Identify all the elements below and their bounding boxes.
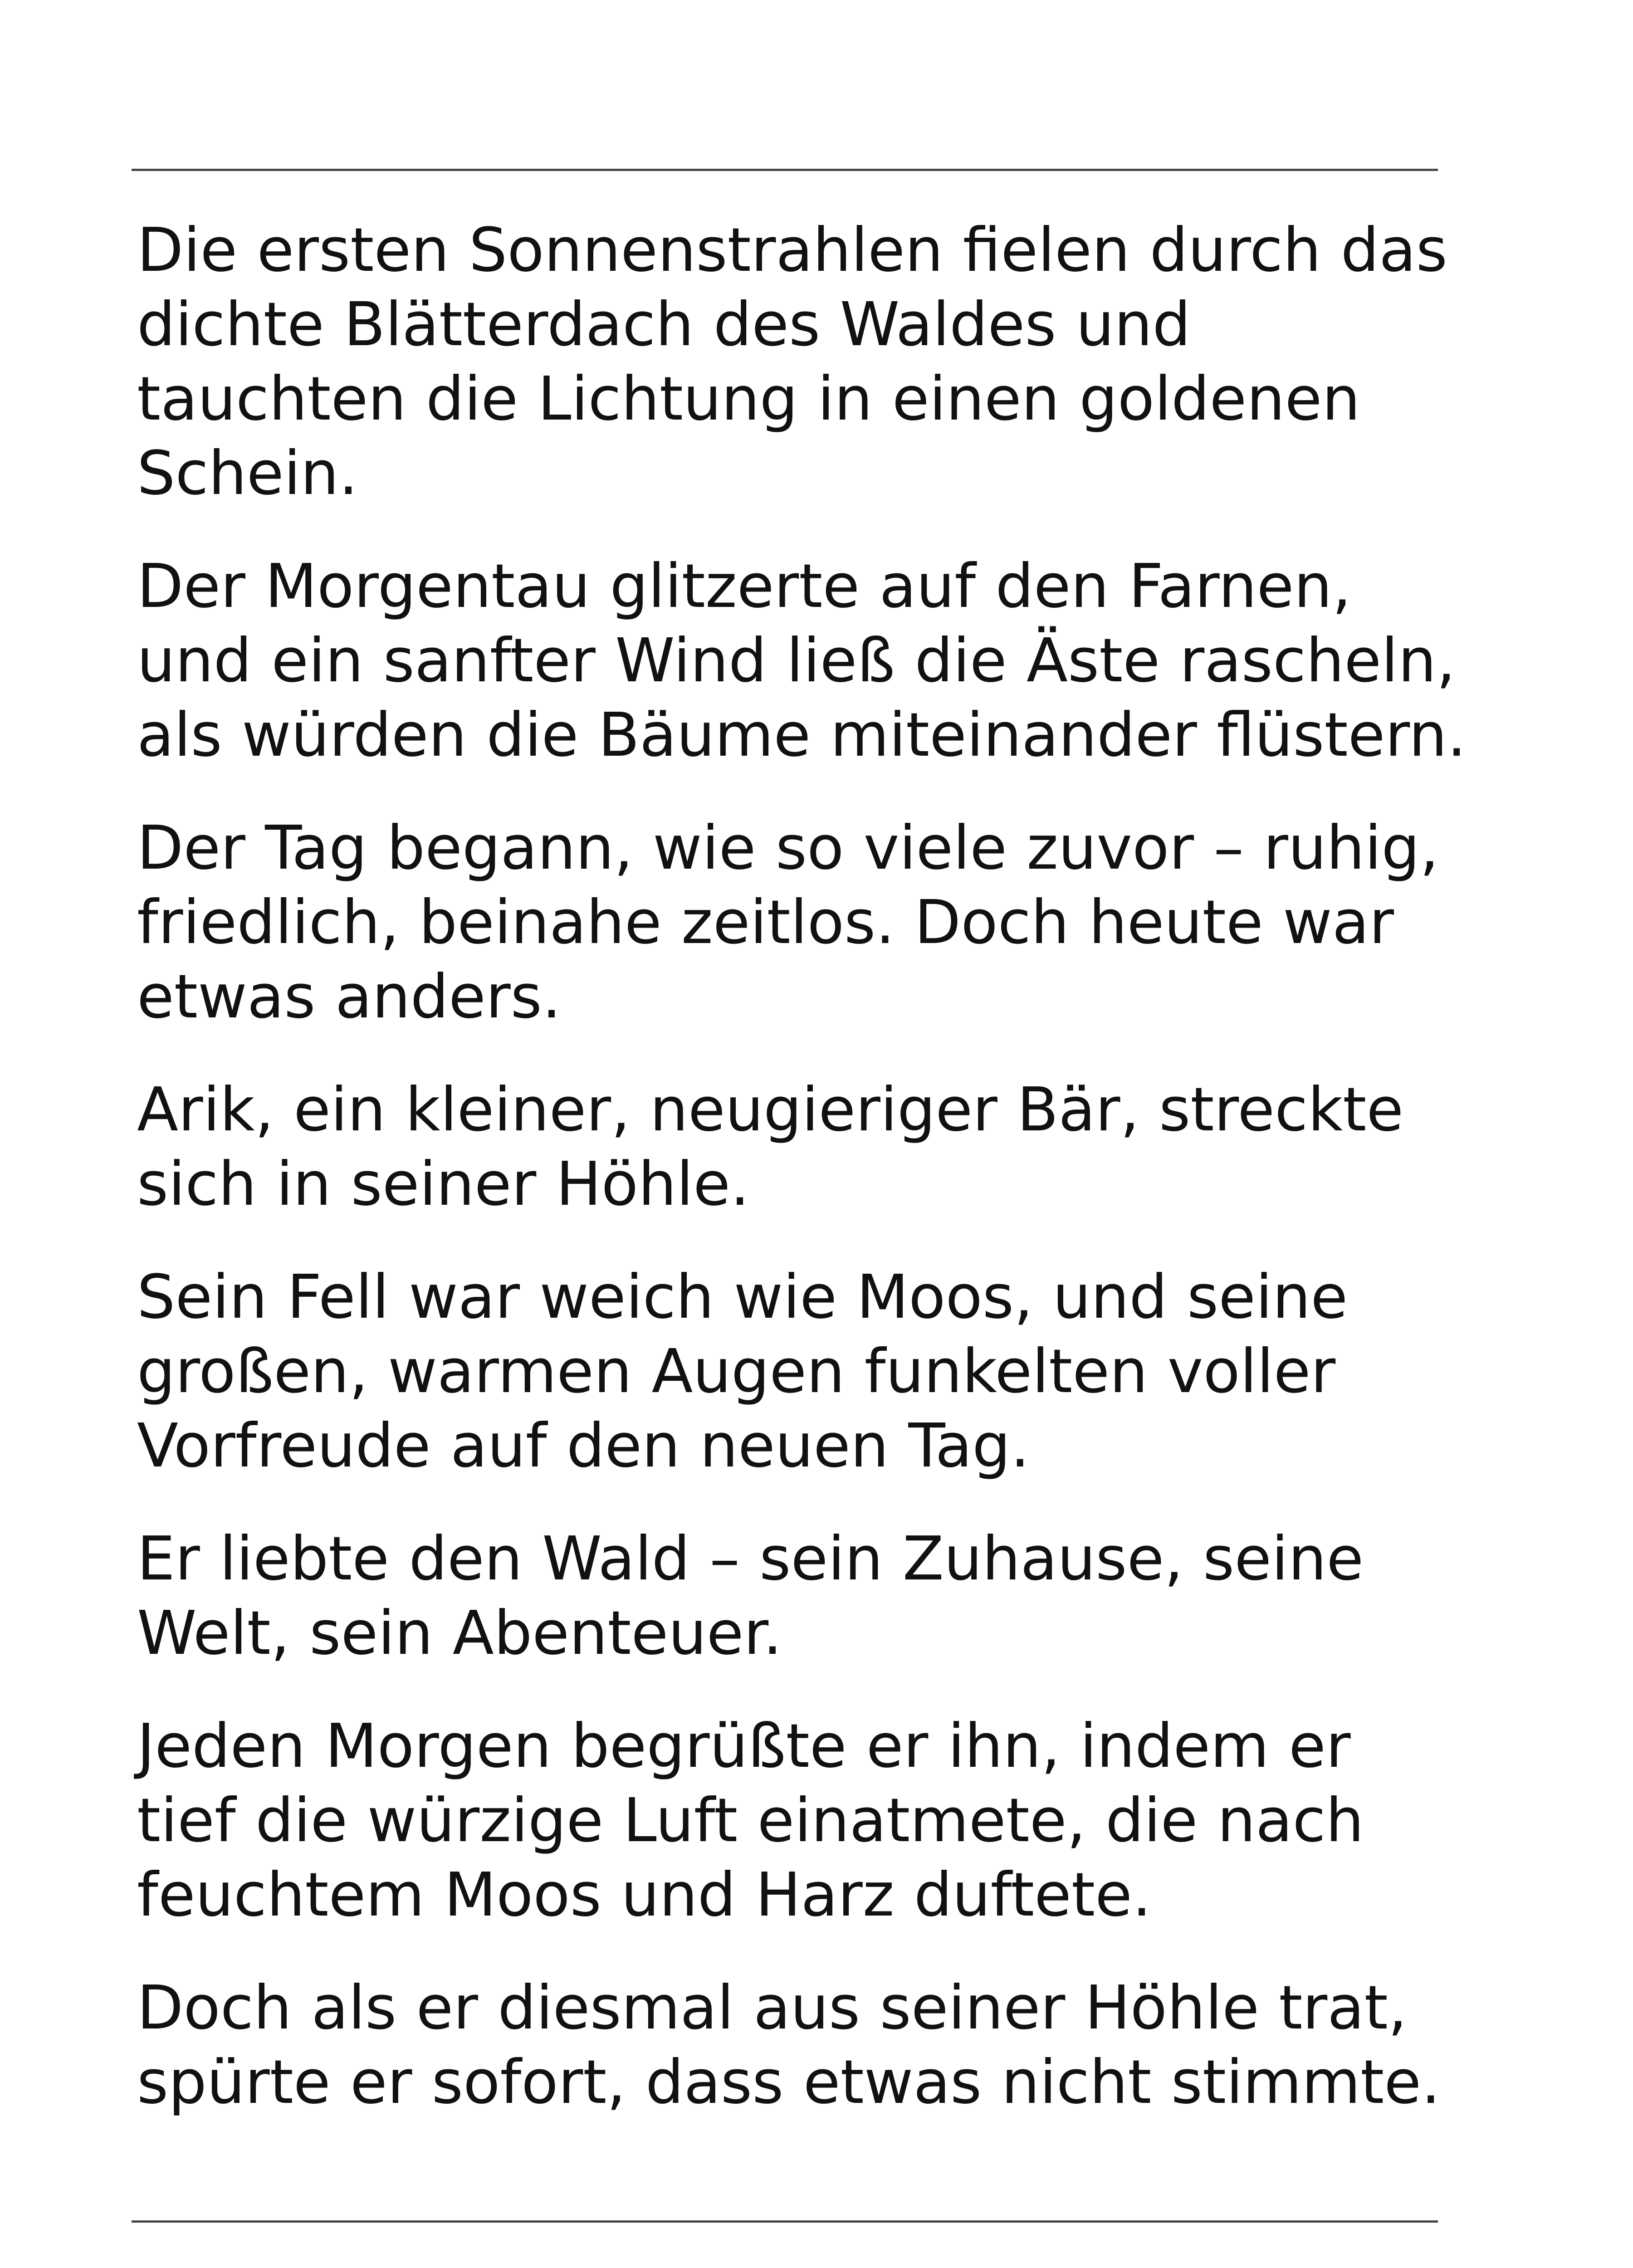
text-line: Vorfreude auf den neuen Tag. (137, 1411, 1030, 1481)
text-line: spürte er sofort, dass etwas nicht stimmte. (137, 2048, 1441, 2117)
paragraph-7 (137, 1709, 1443, 1932)
text-line: als würden die Bäume miteinander flüstern. (137, 700, 1467, 770)
text-line: friedlich, beinahe zeitlos. Doch heute war (137, 888, 1394, 958)
text-line: Schein. (137, 439, 358, 508)
paragraph-2 (137, 549, 1467, 772)
text-line: feuchtem Moos und Harz duftete. (137, 1860, 1152, 1930)
paragraph-1 (137, 213, 1447, 511)
text-line: tief die würzige Luft einatmete, die nach (137, 1786, 1364, 1856)
footer-rule (132, 2220, 1438, 2223)
paragraph-6 (137, 1522, 1443, 1671)
text-line: und ein sanfter Wind ließ die Äste rascheln, (137, 626, 1456, 696)
body-text (137, 213, 1467, 2158)
paragraph-5 (137, 1260, 1443, 1483)
text-line: dichte Blätterdach des Waldes und (137, 290, 1191, 360)
text-line: sich in seiner Höhle. (137, 1149, 750, 1219)
paragraph-4 (137, 1073, 1443, 1222)
text-line: großen, warmen Augen funkelten voller (137, 1337, 1336, 1407)
text-line: Jeden Morgen begrüßte er ihn, indem er (137, 1711, 1351, 1781)
text-line: tauchten die Lichtung in einen goldenen (137, 364, 1360, 434)
header-rule (132, 169, 1438, 171)
text-line: Welt, sein Abenteuer. (137, 1598, 782, 1668)
text-line: Der Morgentau glitzerte auf den Farnen, (137, 552, 1352, 621)
text-line: Sein Fell war weich wie Moos, und seine (137, 1262, 1348, 1332)
text-line: Arik, ein kleiner, neugieriger Bär, streckte (137, 1075, 1404, 1145)
text-line: Er liebte den Wald – sein Zuhause, seine (137, 1524, 1364, 1594)
text-line: Der Tag begann, wie so viele zuvor – ruhig, (137, 813, 1439, 883)
paragraph-8 (137, 1971, 1443, 2120)
text-line: Doch als er diesmal aus seiner Höhle trat, (137, 1973, 1408, 2043)
text-line: Die ersten Sonnenstrahlen fielen durch das (137, 215, 1447, 285)
text-line: etwas anders. (137, 962, 562, 1032)
paragraph-3 (137, 811, 1443, 1034)
